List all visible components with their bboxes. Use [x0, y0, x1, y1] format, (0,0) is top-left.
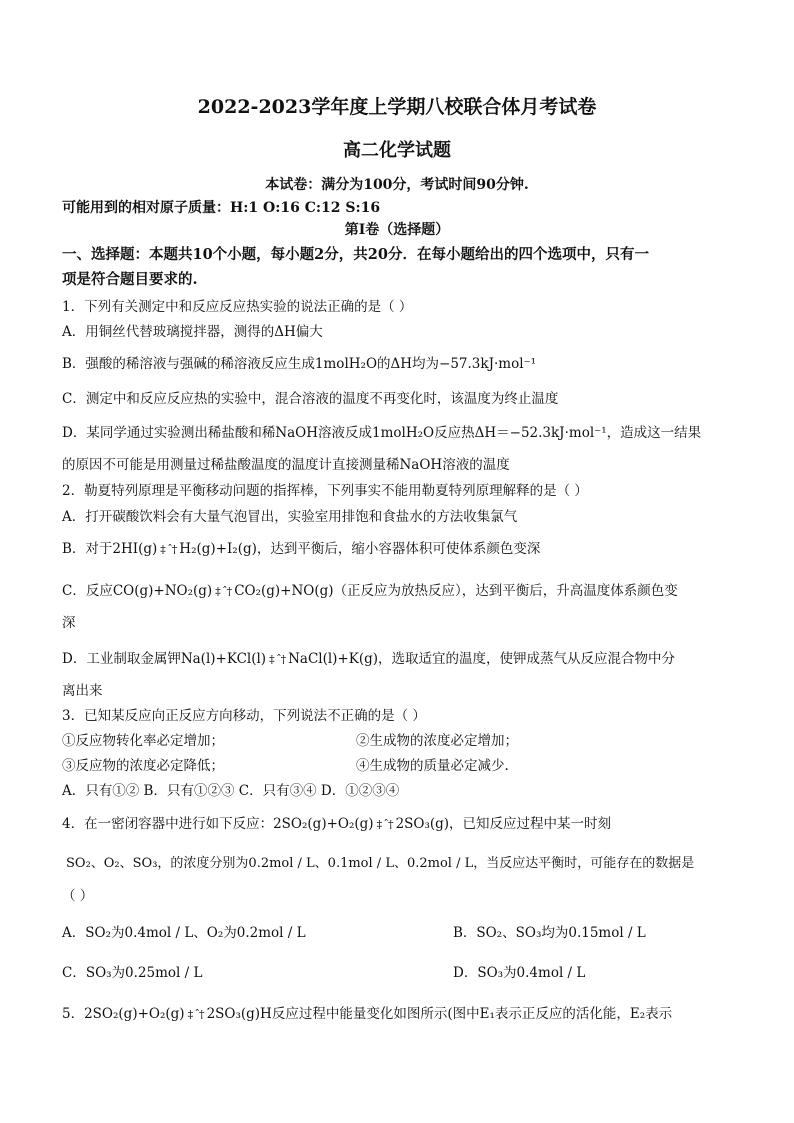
equilibrium-arrow-icon: ‡ ˆ† [269, 653, 286, 666]
question-4-option-c: C．SO₃为0.25mol / L [62, 965, 203, 981]
question-5-stem-left: 5．2SO₂(g)+O₂(g) [62, 1006, 185, 1022]
question-2-option-c-line-2: 深 [62, 615, 76, 631]
exam-title: 2022-2023学年度上学期八校联合体月考试卷 [197, 96, 597, 118]
question-2-option-b-right: H₂(g)+I₂(g)，达到平衡后，缩小容器体积可使体系颜色变深 [179, 541, 541, 557]
question-4-option-a: A．SO₂为0.4mol / L、O₂为0.2mol / L [62, 925, 306, 941]
question-2-stem: 2．勒夏特列原理是平衡移动问题的指挥棒，下列事实不能用勒夏特列原理解释的是（ ） [62, 483, 588, 499]
question-1-option-a: A．用铜丝代替玻璃搅拌器，测得的ΔH偏大 [62, 324, 323, 340]
question-2-option-b-left: B．对于2HI(g) [62, 541, 158, 557]
atomic-mass-line: 可能用到的相对原子质量：H:1 O:16 C:12 S:16 [62, 200, 381, 216]
question-3-stem: 3．已知某反应向正反应方向移动，下列说法不正确的是（ ） [62, 708, 426, 724]
question-3-statements-row-1 [62, 732, 518, 750]
question-4-stem [62, 815, 611, 834]
question-4-stem-right: 2SO₃(g)，已知反应过程中某一时刻 [395, 816, 612, 832]
question-2-option-c [62, 582, 678, 601]
question-3-options: A．只有①② B．只有①②③ C．只有③④ D．①②③④ [62, 783, 400, 799]
question-4-options-row-1 [62, 924, 646, 942]
question-3-statement-2: ②生成物的浓度必定增加； [356, 733, 518, 749]
question-1-option-d-line-1: D．某同学通过实验测出稀盐酸和稀NaOH溶液反成1molH₂O反应热ΔH＝−52.3kJ·mol⁻¹，造成这一结果 [62, 425, 702, 441]
subject-title: 高二化学试题 [343, 140, 451, 161]
question-2-option-b [62, 540, 540, 559]
question-1-option-b: B．强酸的稀溶液与强碱的稀溶液反应生成1molH₂O的ΔH均为−57.3kJ·mol⁻¹ [62, 356, 537, 372]
question-5-stem-right: 2SO₃(g)H反应过程中能量变化如图所示(图中E₁表示正反应的活化能，E₂表示 [206, 1006, 673, 1022]
question-2-option-d-right: NaCl(l)+K(g)，选取适宜的温度，使钾成蒸气从反应混合物中分 [288, 651, 676, 667]
section-one-instruction-1: 一、选择题：本题共10个小题，每小题2分，共20分．在每小题给出的四个选项中，只有一 [62, 246, 649, 263]
section-one-instruction-2: 项是符合题目要求的. [62, 271, 198, 288]
equilibrium-arrow-icon: ‡ ˆ† [187, 1008, 204, 1021]
question-4-stem-line-3: （ ） [62, 888, 94, 904]
question-3-statements-row-2 [62, 757, 509, 775]
question-4-stem-line-2: SO₂、O₂、SO₃，的浓度分别为0.2mol / L、0.1mol / L、0.2mol / L，当反应达平衡时，可能存在的数据是 [66, 856, 695, 871]
question-1-stem: 1．下列有关测定中和反应反应热实验的说法正确的是（ ） [62, 299, 413, 315]
equilibrium-arrow-icon: ‡ ˆ† [160, 543, 177, 556]
equilibrium-arrow-icon: ‡ ˆ† [376, 818, 393, 831]
question-1-option-d-line-2: 的原因不可能是用测量过稀盐酸温度的温度计直接测量稀NaOH溶液的温度 [62, 457, 510, 473]
equilibrium-arrow-icon: ‡ ˆ† [215, 585, 232, 598]
question-4-options-row-2 [62, 964, 586, 982]
question-4-option-d: D．SO₃为0.4mol / L [453, 965, 586, 981]
question-2-option-d-left: D．工业制取金属钾Na(l)+KCl(l) [62, 651, 267, 667]
question-3-statement-3: ③反应物的浓度必定降低； [62, 758, 224, 774]
question-2-option-a: A．打开碳酸饮料会有大量气泡冒出，实验室用排饱和食盐水的方法收集氯气 [62, 509, 518, 525]
question-4-stem-left: 4．在一密闭容器中进行如下反应：2SO₂(g)+O₂(g) [62, 816, 374, 832]
question-3-statement-1: ①反应物转化率必定增加； [62, 733, 224, 749]
question-2-option-d-line-2: 离出来 [62, 683, 103, 699]
part-one-heading: 第Ⅰ卷（选择题） [344, 222, 450, 238]
question-3-statement-4: ④生成物的质量必定减少. [356, 758, 509, 774]
question-1-option-c: C．测定中和反应反应热的实验中，混合溶液的温度不再变化时，该温度为终止温度 [62, 391, 559, 407]
question-2-option-c-left: C．反应CO(g)+NO₂(g) [62, 583, 213, 599]
question-5-stem [62, 1005, 672, 1024]
question-4-option-b: B．SO₂、SO₃均为0.15mol / L [453, 925, 646, 941]
question-2-option-c-right: CO₂(g)+NO(g)（正反应为放热反应），达到平衡后，升高温度体系颜色变 [234, 583, 678, 599]
exam-info: 本试卷：满分为100分，考试时间90分钟. [265, 177, 529, 193]
question-2-option-d [62, 650, 675, 669]
